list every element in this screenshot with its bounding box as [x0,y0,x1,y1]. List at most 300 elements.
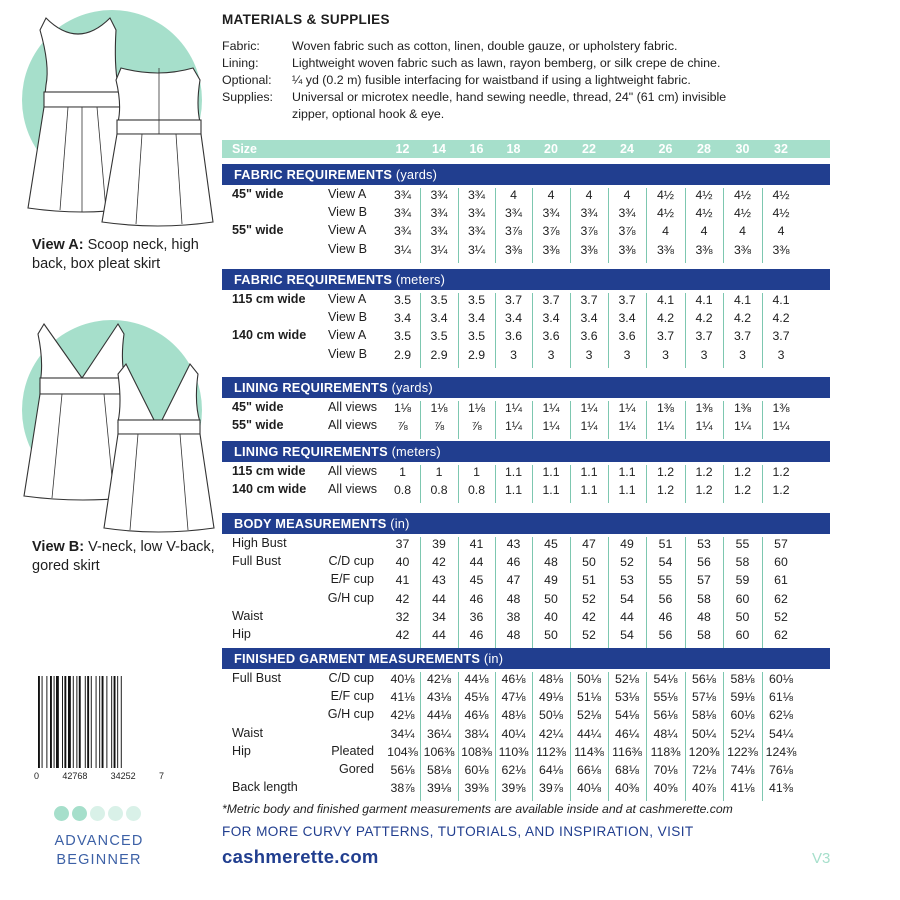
table-cell: 3.6 [580,329,598,344]
table-cell: 52 [582,591,596,606]
row-label: 45" wide [232,187,284,201]
row-sublabel: E/F cup [330,689,374,704]
table-cell: 3⅜ [733,242,752,257]
version-label: V3 [812,850,831,867]
section-header [222,648,830,669]
materials-item [222,72,691,89]
size-header-cell: 20 [544,142,558,156]
table-cell: 56 [658,591,673,606]
table-cell: 4 [777,224,785,239]
table-cell: 1.1 [618,465,636,479]
table-cell: 4 [585,188,593,202]
table-cell: 3¾ [618,206,636,221]
table-cell: 45 [469,573,484,588]
table-cell: 1⅜ [772,401,790,415]
table-cell: 62⅛ [769,708,793,723]
row-sublabel: All views [328,464,377,478]
table-cell: 1¼ [733,419,752,434]
table-cell: 46⅛ [501,672,526,686]
table-cell: 3.5 [430,293,448,307]
section-unit: (in) [390,516,410,531]
table-cell: 50 [582,555,596,570]
table-cell: 60⅛ [464,763,489,777]
table-cell: 56 [658,628,673,642]
table-cell: 40⅛ [577,781,601,796]
table-cell: 38⅞ [390,781,415,796]
table-cell: 1¼ [695,419,713,434]
table-cell: 39⅜ [464,781,489,796]
table-cell: 52⅛ [615,672,639,686]
barcode-bar [91,676,92,768]
row-label: Hip [232,743,251,758]
table-cell: 3.6 [504,329,523,344]
table-cell: 1⅛ [467,401,486,415]
table-cell: 1¼ [504,419,523,434]
table-cell: 50 [544,628,558,642]
table-cell: 44 [469,555,484,570]
row-sublabel: View A [328,328,367,343]
barcode-bar [54,676,55,768]
table-cell: 50⅛ [539,708,563,723]
row-sublabel: Pleated [331,743,374,758]
row-sublabel: C/D cup [328,671,374,685]
table-cell: 41 [469,537,484,551]
view-a-illustration [18,10,218,230]
barcode-bar [87,676,89,768]
table-cell: 1¼ [580,419,598,434]
row-sublabel: View B [328,205,367,220]
table-cell: 54 [620,591,634,606]
barcode-bar [62,676,63,768]
table-cell: 1.1 [580,465,598,479]
table-cell: 42 [432,555,446,570]
table-cell: 104⅜ [387,744,418,759]
view-a-caption: View A: Scoop neck, high back, box pleat skirt [32,237,199,272]
table-cell: 64⅛ [539,763,563,777]
size-header-cell: 16 [469,142,484,156]
table-cell: 39⅞ [539,781,563,796]
section-unit: (meters) [395,272,446,287]
table-cell: 1⅛ [393,401,412,415]
table-cell: 44⅛ [427,708,451,723]
barcode-bar [117,676,118,768]
table-cell: 4.1 [656,293,675,307]
table-cell: 3.7 [580,293,598,307]
table-cell: 3.4 [393,311,412,326]
table-cell: 56 [697,555,711,570]
table-cell: 59⅛ [730,690,755,705]
table-cell: 44⅛ [464,672,489,686]
section-header [222,513,830,534]
table-cell: 3⅞ [580,224,598,239]
table-cell: 4.2 [733,311,752,326]
table-cell: 59 [735,573,750,588]
table-cell: 60 [735,628,750,642]
table-cell: 52 [620,555,634,570]
materials-item-key: Fabric: [222,39,260,53]
table-cell: 55 [735,537,750,551]
table-cell: 3 [662,347,669,362]
table-cell: 3¾ [430,224,448,239]
row-label: High Bust [232,536,287,550]
row-sublabel: View B [328,346,367,361]
table-cell: 4.2 [695,311,713,326]
barcode-bar [42,676,43,768]
table-cell: 57 [697,573,711,588]
row-sublabel: View A [328,223,367,238]
size-header-cell: 28 [697,142,711,156]
row-label: 55" wide [232,418,284,433]
row-label: Waist [232,725,264,740]
table-cell: 53⅛ [615,690,639,705]
table-cell: 40¼ [501,726,526,741]
size-header-cell: 18 [506,142,521,156]
skill-dot-filled [72,806,87,821]
table-cell: 48 [506,591,521,606]
table-cell: 4 [739,224,746,239]
table-cell: 1¼ [504,401,523,415]
table-cell: 3.7 [772,329,790,344]
table-cell: 40 [395,555,410,570]
table-cell: 41⅛ [390,690,415,705]
table-cell: 46⅛ [464,708,489,723]
table-cell: 54 [658,555,673,570]
row-label: 45" wide [232,400,284,414]
table-cell: 4½ [733,206,752,221]
barcode-bar [106,676,107,768]
table-cell: 57 [774,537,788,551]
website-link[interactable]: cashmerette.com [222,846,379,867]
materials-item-value: ¼ yd (0.2 m) fusible interfacing for waistband if using a lightweight fabric. [292,73,691,87]
table-cell: 40⅝ [653,781,678,796]
row-label: 140 cm wide [232,482,307,497]
table-cell: 53 [697,537,711,551]
table-cell: 3.4 [467,311,486,326]
section-unit: (meters) [391,444,441,459]
table-cell: 112⅜ [536,744,566,759]
table-cell: 58⅛ [427,763,451,777]
table-cell: 41 [395,573,410,588]
table-cell: 56⅛ [653,708,678,723]
table-cell: 44¼ [577,726,601,741]
table-cell: 3⅜ [772,242,790,257]
table-cell: 1¼ [618,401,636,415]
row-sublabel: G/H cup [327,590,374,605]
section-title: FABRIC REQUIREMENTS [234,272,393,287]
table-cell: 43 [506,537,521,551]
table-cell: 50 [544,591,558,606]
table-cell: 3.5 [467,329,486,344]
table-cell: 1¼ [580,401,598,415]
table-cell: 1.2 [772,465,790,479]
barcode-bar [50,676,52,768]
table-cell: ⅞ [471,419,482,434]
table-cell: 3.4 [430,311,448,326]
materials-item-key: Optional: [222,73,272,87]
table-cell: 1¼ [618,419,636,434]
barcode-bar [46,676,47,768]
table-cell: 3¾ [580,206,598,221]
table-cell: 48¼ [653,726,678,741]
table-cell: 40⅞ [692,781,716,796]
row-sublabel: Gored [338,762,374,776]
row-label: 115 cm wide [232,464,306,478]
table-cell: 114⅜ [574,744,604,759]
table-cell: 3¼ [393,242,412,257]
table-cell: 1¼ [542,419,560,434]
table-cell: 52¼ [730,726,755,741]
section-title: BODY MEASUREMENTS [234,516,387,531]
table-cell: 39 [432,537,446,551]
barcode-bar [38,676,40,768]
size-header-cell: 24 [620,142,634,156]
table-cell: 3¾ [467,188,486,202]
table-cell: 3.4 [504,311,523,326]
table-cell: 52⅛ [577,708,601,723]
table-cell: 48 [506,628,521,642]
materials-item-key: Lining: [222,56,259,70]
size-header-cell: 14 [432,142,446,156]
table-cell: 3.7 [733,329,752,344]
materials-item [222,55,720,72]
section-unit: (in) [483,651,504,666]
table-cell: 39⅛ [427,781,451,796]
table-cell: 3 [623,347,631,362]
barcode-bar [99,676,100,768]
table-cell: 3.5 [393,329,412,344]
table-cell: 54 [620,628,634,642]
table-cell: 0.8 [393,483,412,498]
table-cell: 37 [395,537,410,551]
section-header [222,377,830,398]
table-cell: 72⅛ [692,763,716,777]
skill-level-label: ADVANCED BEGINNER [54,833,144,868]
barcode-digits: 0 42768 34252 7 [34,771,164,781]
table-cell: 54⅛ [615,708,639,723]
table-cell: 43⅛ [427,690,451,705]
table-cell: 50 [735,609,750,624]
table-cell: 4 [547,188,555,202]
barcode-bar [76,676,77,768]
table-cell: 3¾ [393,206,412,221]
table-cell: 1.1 [580,483,598,498]
table-cell: 61⅛ [769,690,793,705]
table-cell: 56⅛ [390,763,415,777]
barcode-bar [64,676,66,768]
table-cell: 4 [700,224,708,239]
table-cell: 3⅜ [656,242,675,257]
table-cell: 4.2 [772,311,790,326]
size-header-cell: 22 [582,142,596,156]
table-cell: 58 [697,628,711,642]
table-cell: 66⅛ [577,763,601,777]
table-cell: 70⅛ [653,763,678,777]
table-cell: 3⅞ [504,224,523,239]
table-cell: 3¾ [504,206,523,221]
table-cell: 106⅜ [423,744,455,759]
table-cell: 54⅛ [653,672,678,686]
table-cell: 3.6 [618,329,636,344]
table-cell: 60⅛ [769,672,793,686]
table-cell: 1.2 [656,465,675,479]
row-sublabel: G/H cup [327,707,374,722]
table-cell: 44 [432,591,446,606]
skill-dot-filled [54,806,69,821]
table-cell: 3.6 [542,329,560,344]
table-cell: 2.9 [430,347,448,362]
table-cell: 42 [395,591,410,606]
table-cell: 48 [544,555,558,570]
table-cell: 60⅛ [730,708,755,723]
table-cell: 52 [774,609,788,624]
table-cell: 3⅞ [542,224,560,239]
table-cell: 54¼ [769,726,793,741]
table-cell: 1.2 [733,465,752,479]
table-cell: 39⅝ [501,781,526,796]
table-cell: 120⅜ [688,744,720,759]
barcode-bar [96,676,97,768]
table-cell: 48⅛ [539,672,563,686]
row-label: Back length [232,780,298,795]
table-cell: 1 [399,465,406,479]
table-cell: 4.2 [656,311,675,326]
barcode-bar [111,676,112,768]
barcode-bar [114,676,116,768]
table-cell: 3.7 [618,293,636,307]
skill-dot-empty [126,806,141,821]
materials-item [222,89,726,106]
section-unit: (yards) [395,167,438,182]
table-cell: 4½ [656,206,675,221]
table-cell: 3.7 [656,329,675,344]
table-cell: 42 [395,628,410,642]
table-cell: 42 [582,609,596,624]
table-cell: 56⅛ [692,672,716,686]
table-cell: 3 [585,347,593,362]
table-cell: 3⅞ [618,224,636,239]
table-cell: 3¼ [430,242,448,257]
size-header-row [222,140,830,158]
row-sublabel: C/D cup [328,554,374,569]
barcode-bar [121,676,122,768]
barcode [38,676,158,768]
section-header [222,441,830,462]
row-label: 140 cm wide [232,328,307,343]
table-cell: 46 [469,628,484,642]
table-cell: 3¾ [467,224,486,239]
promo-text: FOR MORE CURVY PATTERNS, TUTORIALS, AND INSPIRATION, VISIT [222,824,694,839]
table-cell: 1.2 [695,483,713,498]
table-cell: ⅞ [433,419,445,434]
table-cell: 74⅛ [730,763,755,777]
table-cell: 1⅜ [695,401,713,415]
row-sublabel: All views [328,400,377,414]
table-cell: 4½ [733,188,752,202]
row-sublabel: View A [328,292,367,306]
table-cell: 38¼ [464,726,489,741]
table-cell: 44 [432,628,446,642]
table-cell: 4½ [772,188,790,202]
table-cell: 3⅜ [542,242,560,257]
table-cell: 1⅜ [733,401,752,415]
table-cell: 2.9 [393,347,412,362]
table-cell: 32 [395,609,410,624]
table-cell: 1.2 [733,483,752,498]
table-cell: 46 [506,555,521,570]
table-cell: 53 [620,573,634,588]
table-cell: 36 [469,609,484,624]
table-cell: 0.8 [467,483,486,498]
table-cell: 50¼ [692,726,716,741]
skill-level-dots [54,806,141,821]
table-cell: 1¼ [542,401,560,415]
table-cell: 1¼ [656,419,675,434]
table-cell: 3.5 [393,293,412,307]
materials-item-key: Supplies: [222,90,273,104]
table-cell: 3¾ [542,206,560,221]
table-cell: 2.9 [467,347,486,362]
table-cell: 38 [506,609,521,624]
table-cell: 4½ [656,188,675,202]
row-label: Hip [232,627,251,641]
table-cell: 1 [435,465,443,479]
table-cell: 51 [658,537,673,551]
table-cell: 42⅛ [390,708,415,723]
section-title: LINING REQUIREMENTS [234,444,388,459]
table-cell: 1.1 [504,465,523,479]
table-cell: 3.5 [467,293,486,307]
row-label: Full Bust [232,554,281,569]
table-cell: 62 [774,591,788,606]
table-cell: 1.1 [504,483,523,498]
table-cell: 3⅜ [618,242,636,257]
table-cell: 0.8 [430,483,448,498]
table-cell: 49 [544,573,558,588]
table-cell: 1.1 [542,483,560,498]
row-label: Full Bust [232,671,281,685]
table-cell: 58⅛ [692,708,716,723]
table-cell: 3¾ [430,206,448,221]
table-cell: 49 [620,537,634,551]
table-cell: 3.5 [430,329,448,344]
table-cell: 62 [774,628,788,642]
skill-dot-empty [108,806,123,821]
section-title: FINISHED GARMENT MEASUREMENTS [234,651,481,666]
table-cell: 41⅛ [730,781,755,796]
size-header-cell: 32 [774,142,788,156]
row-label: 55" wide [232,223,284,238]
table-cell: 48⅛ [501,708,526,723]
view-b-illustration [18,318,218,538]
table-cell: 47⅛ [501,690,526,705]
table-cell: 58 [735,555,750,570]
table-cell: 124⅜ [765,744,797,759]
table-cell: 110⅜ [498,744,529,759]
materials-item-value: Universal or microtex needle, hand sewing needle, thread, 24" (61 cm) invisible [292,90,727,104]
table-cell: 1 [473,465,480,479]
table-cell: 3¾ [430,188,448,202]
table-cell: 4½ [695,206,713,221]
table-cell: 42⅛ [427,672,451,686]
table-cell: 58 [697,591,711,606]
table-cell: 46¼ [615,726,639,741]
view-b-caption: View B: V-neck, low V-back, gored skirt [32,539,215,574]
table-cell: 40⅜ [615,781,639,796]
table-cell: 3⅜ [504,242,523,257]
table-cell: 3⅜ [695,242,713,257]
barcode-bar [85,676,86,768]
table-cell: 3.4 [542,311,560,326]
